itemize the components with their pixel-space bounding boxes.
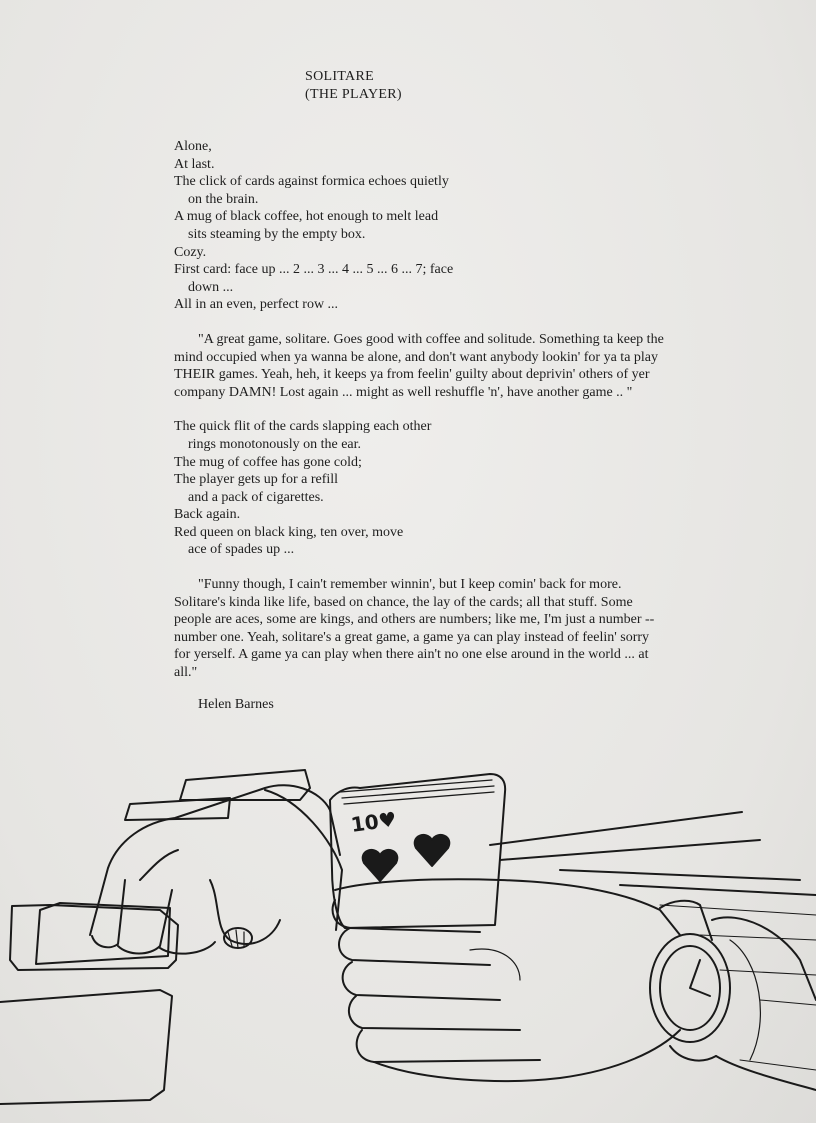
poem-line: The click of cards against formica echoes quietly bbox=[174, 174, 449, 190]
title-line-2: (THE PLAYER) bbox=[305, 87, 402, 102]
poem-line: sits steaming by the empty box. bbox=[188, 226, 366, 242]
watch-band bbox=[670, 1046, 716, 1061]
left-hand bbox=[90, 785, 340, 935]
poem-line: First card: face up ... 2 ... 3 ... 4 ... 5 ... 6 ... 7; face bbox=[174, 262, 454, 278]
stanza-1 bbox=[174, 138, 694, 314]
poem-line: on the brain. bbox=[188, 191, 259, 207]
poem-line: Back again. bbox=[174, 507, 241, 523]
hands-cards-illustration bbox=[0, 760, 816, 1123]
left-hand-finger bbox=[92, 880, 125, 947]
card-outline bbox=[0, 990, 172, 1104]
title-line-1: SOLITARE bbox=[305, 69, 374, 84]
right-hand-finger bbox=[343, 962, 500, 1000]
left-hand-knuckle bbox=[210, 880, 280, 944]
poem-line: Alone, bbox=[174, 139, 212, 154]
watch-hand bbox=[690, 960, 710, 996]
table-line bbox=[500, 840, 760, 860]
table-line bbox=[660, 905, 816, 915]
table-line bbox=[490, 812, 742, 845]
poem-line: All in an even, perfect row ... bbox=[174, 297, 339, 313]
poem-line: Cozy. bbox=[174, 244, 207, 260]
poem-line: rings monotonously on the ear. bbox=[188, 436, 362, 452]
poem-line: down ... bbox=[188, 279, 234, 295]
sleeve bbox=[716, 1056, 816, 1090]
stanza-2 bbox=[174, 418, 694, 559]
table-line bbox=[720, 970, 816, 975]
poem-line: A mug of black coffee, hot enough to melt lead bbox=[174, 209, 439, 225]
right-hand bbox=[374, 1030, 680, 1081]
right-hand-finger bbox=[357, 1030, 540, 1062]
quote-paragraph-1: "A great game, solitare. Goes good with coffee and solitude. Something ta keep the mind occupied when ya wanna be alone, and don't want anybody lookin' for ya ta play THEIR games. Yeah, heh, it keeps ya from feelin' guilty about deprivin' others of yer company DAMN! Lost again ... might as well reshuffle 'n', have another game .. " bbox=[174, 331, 664, 400]
quote-paragraph-2: "Funny though, I cain't remember winnin', but I keep comin' back for more. Solitare's kinda like life, based on chance, the lay of the cards; all that stuff. Some people are aces, some are kings, and others are numbers; like me, I'm just a number -- number one. Yeah, solitare's a great game, a game ya can play instead of feelin' sorry for yerself. A game ya can play when there ain't no one else around in the world ... at all." bbox=[174, 577, 655, 681]
table-line bbox=[760, 1000, 816, 1005]
poem-line: Red queen on black king, ten over, move bbox=[174, 524, 404, 540]
poem-line: At last. bbox=[174, 156, 215, 172]
poem-line: The player gets up for a refill bbox=[174, 472, 339, 488]
author-name: Helen Barnes bbox=[198, 696, 274, 712]
heart-pip bbox=[363, 850, 398, 881]
table-line bbox=[560, 870, 800, 880]
poem-line: ace of spades up ... bbox=[188, 542, 295, 558]
right-hand-finger bbox=[349, 996, 520, 1030]
card-label: 10♥ bbox=[349, 806, 399, 837]
poem-line: and a pack of cigarettes. bbox=[188, 489, 324, 505]
left-hand-finger bbox=[118, 890, 172, 954]
table-line bbox=[620, 885, 816, 895]
table-line bbox=[740, 1060, 816, 1070]
sleeve bbox=[712, 917, 816, 1000]
poem-line: The mug of coffee has gone cold; bbox=[174, 454, 362, 470]
poem-line: The quick flit of the cards slapping each other bbox=[174, 419, 432, 435]
card-deck-edge bbox=[340, 780, 494, 804]
right-hand-finger bbox=[339, 928, 490, 965]
heart-pip bbox=[415, 835, 450, 866]
table-line bbox=[700, 935, 816, 940]
card-outline bbox=[36, 903, 170, 964]
poem-title bbox=[305, 68, 402, 104]
left-hand-finger bbox=[140, 850, 178, 880]
poem-body bbox=[174, 138, 694, 713]
